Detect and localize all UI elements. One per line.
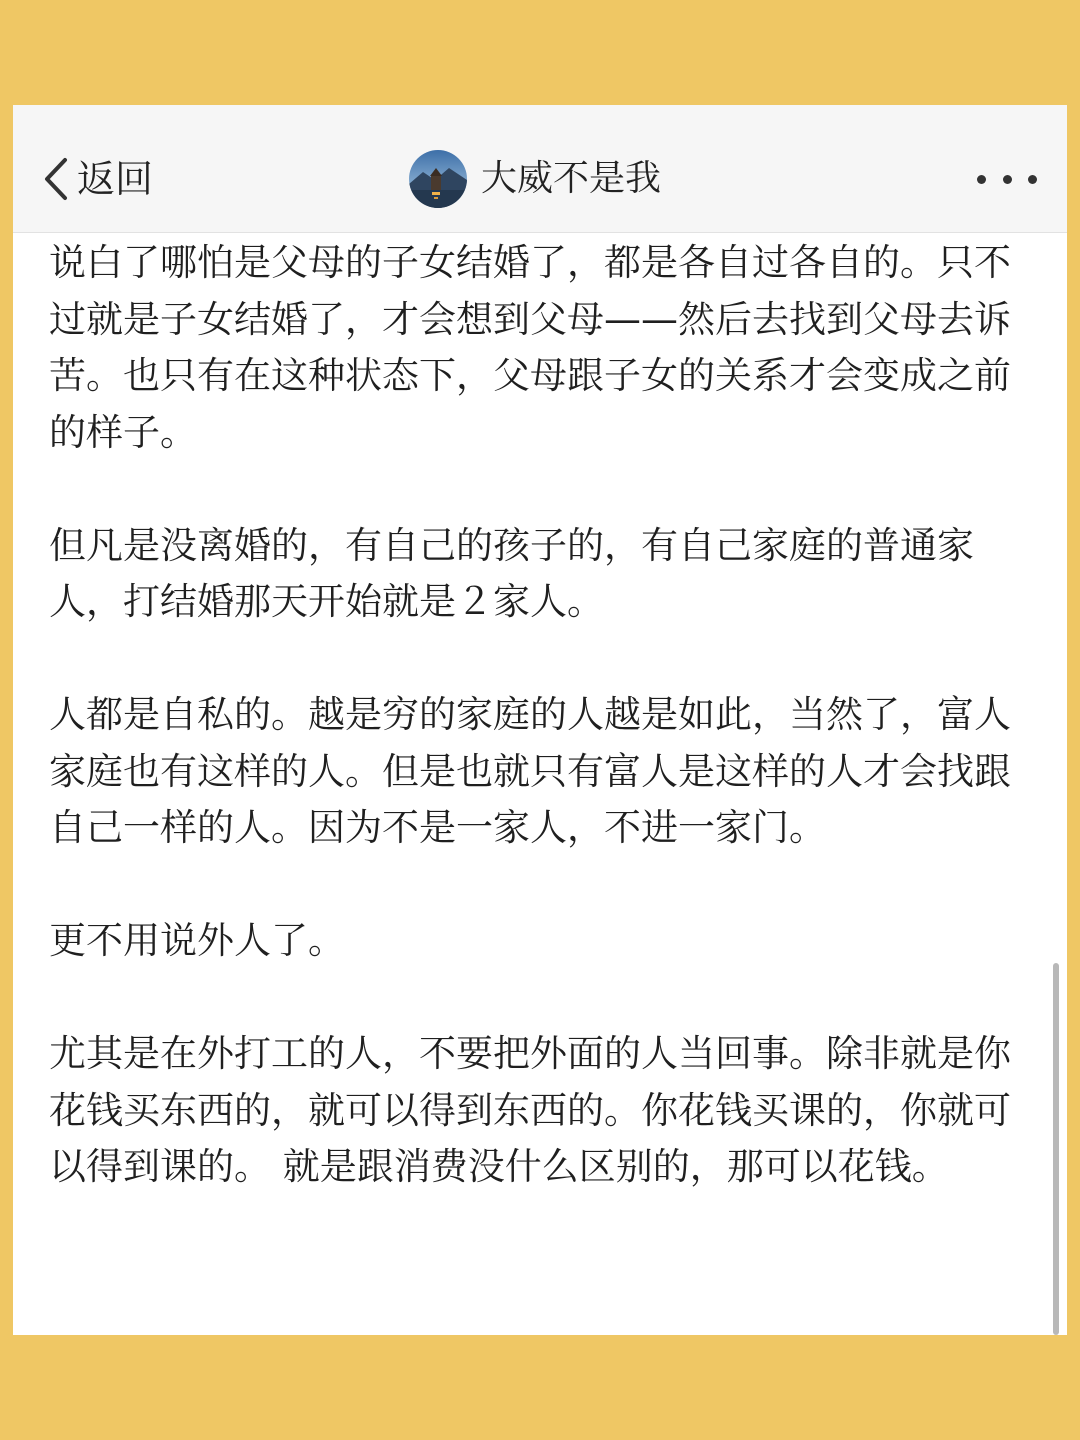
author-profile[interactable] xyxy=(409,149,661,209)
more-dot-icon xyxy=(1028,175,1037,184)
more-button[interactable] xyxy=(977,163,1037,195)
post-body xyxy=(49,235,1034,1196)
more-dot-icon xyxy=(977,175,986,184)
paragraph: 尤其是在外打工的人，不要把外面的人当回事。除非就是你花钱买东西的，就可以得到东西的。你花钱买课的，你就可以得到课的。 就是跟消费没什么区别的，那可以花钱。 xyxy=(49,1032,1011,1188)
author-name[interactable]: 大威不是我 xyxy=(481,158,662,199)
paragraph: 更不用说外人了。 xyxy=(49,919,345,962)
paragraph: 说白了哪怕是父母的子女结婚了，都是各自过各自的。只不过就是子女结婚了，才会想到父母——然后去找到父母去诉苦。也只有在这种状态下，父母跟子女的关系才会变成之前的样子。 xyxy=(49,241,1011,454)
paragraph: 但凡是没离婚的，有自己的孩子的，有自己家庭的普通家人，打结婚那天开始就是２家人。 xyxy=(49,523,974,623)
post-card xyxy=(13,105,1067,1335)
more-dot-icon xyxy=(1003,175,1012,184)
back-button[interactable] xyxy=(41,151,153,207)
top-nav-bar xyxy=(13,105,1067,233)
chevron-left-icon xyxy=(41,155,71,203)
scrollbar[interactable] xyxy=(1053,963,1059,1335)
avatar[interactable] xyxy=(409,150,467,208)
paragraph: 人都是自私的。越是穷的家庭的人越是如此，当然了，富人家庭也有这样的人。但是也就只有富人是这样的人才会找跟自己一样的人。因为不是一家人，不进一家门。 xyxy=(49,693,1011,849)
back-label: 返回 xyxy=(77,157,154,201)
